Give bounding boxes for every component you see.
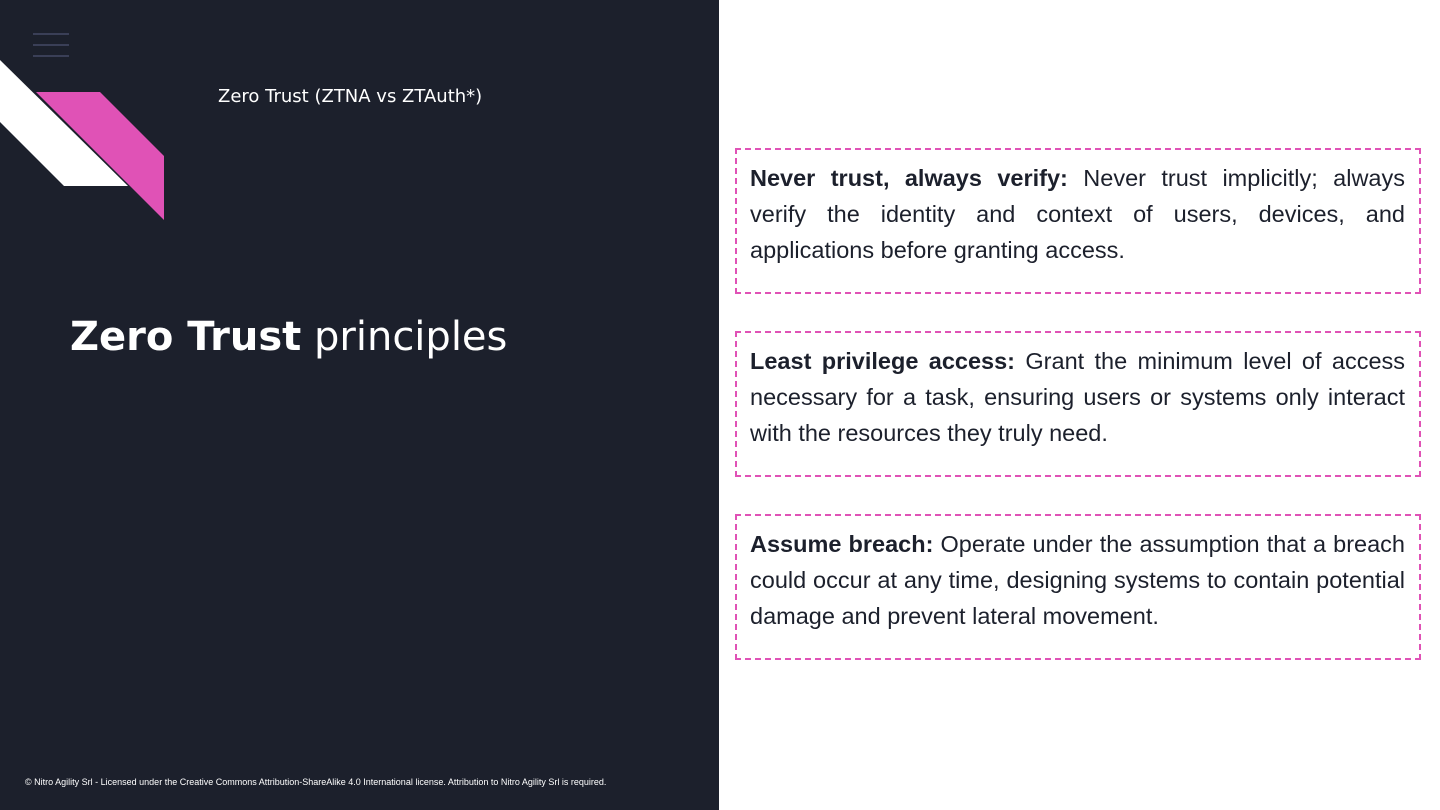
page-title [70, 314, 507, 360]
decorative-stripes [0, 0, 180, 230]
left-panel [0, 0, 719, 810]
title-light-part: principles [314, 314, 508, 360]
principle-text [750, 160, 1405, 268]
principle-name: Never trust, always verify: [750, 165, 1068, 191]
principle-card-never-trust [735, 148, 1421, 294]
principle-description: Operate under the assumption that a breach could occur at any time, designing systems to contain potential damage and prevent lateral movement. [750, 531, 1405, 629]
principle-card-assume-breach [735, 514, 1421, 660]
license-footer: © Nitro Agility Srl - Licensed under the Creative Commons Attribution-ShareAlike 4.0 International license. Attribution to Nitro Agility Srl is required. [25, 777, 607, 787]
principle-text [750, 526, 1405, 634]
principle-description: Never trust implicitly; always verify the identity and context of users, devices, and applications before granting access. [750, 165, 1405, 263]
principle-text [750, 343, 1405, 451]
title-bold-part: Zero Trust [70, 314, 302, 360]
principle-description: Grant the minimum level of access necessary for a task, ensuring users or systems only interact with the resources they truly need. [750, 348, 1406, 446]
principle-card-least-privilege [735, 331, 1421, 477]
principle-name: Assume breach: [750, 531, 934, 557]
principle-name: Least privilege access: [750, 348, 1016, 374]
deck-subtitle: Zero Trust (ZTNA vs ZTAuth*) [218, 86, 483, 107]
